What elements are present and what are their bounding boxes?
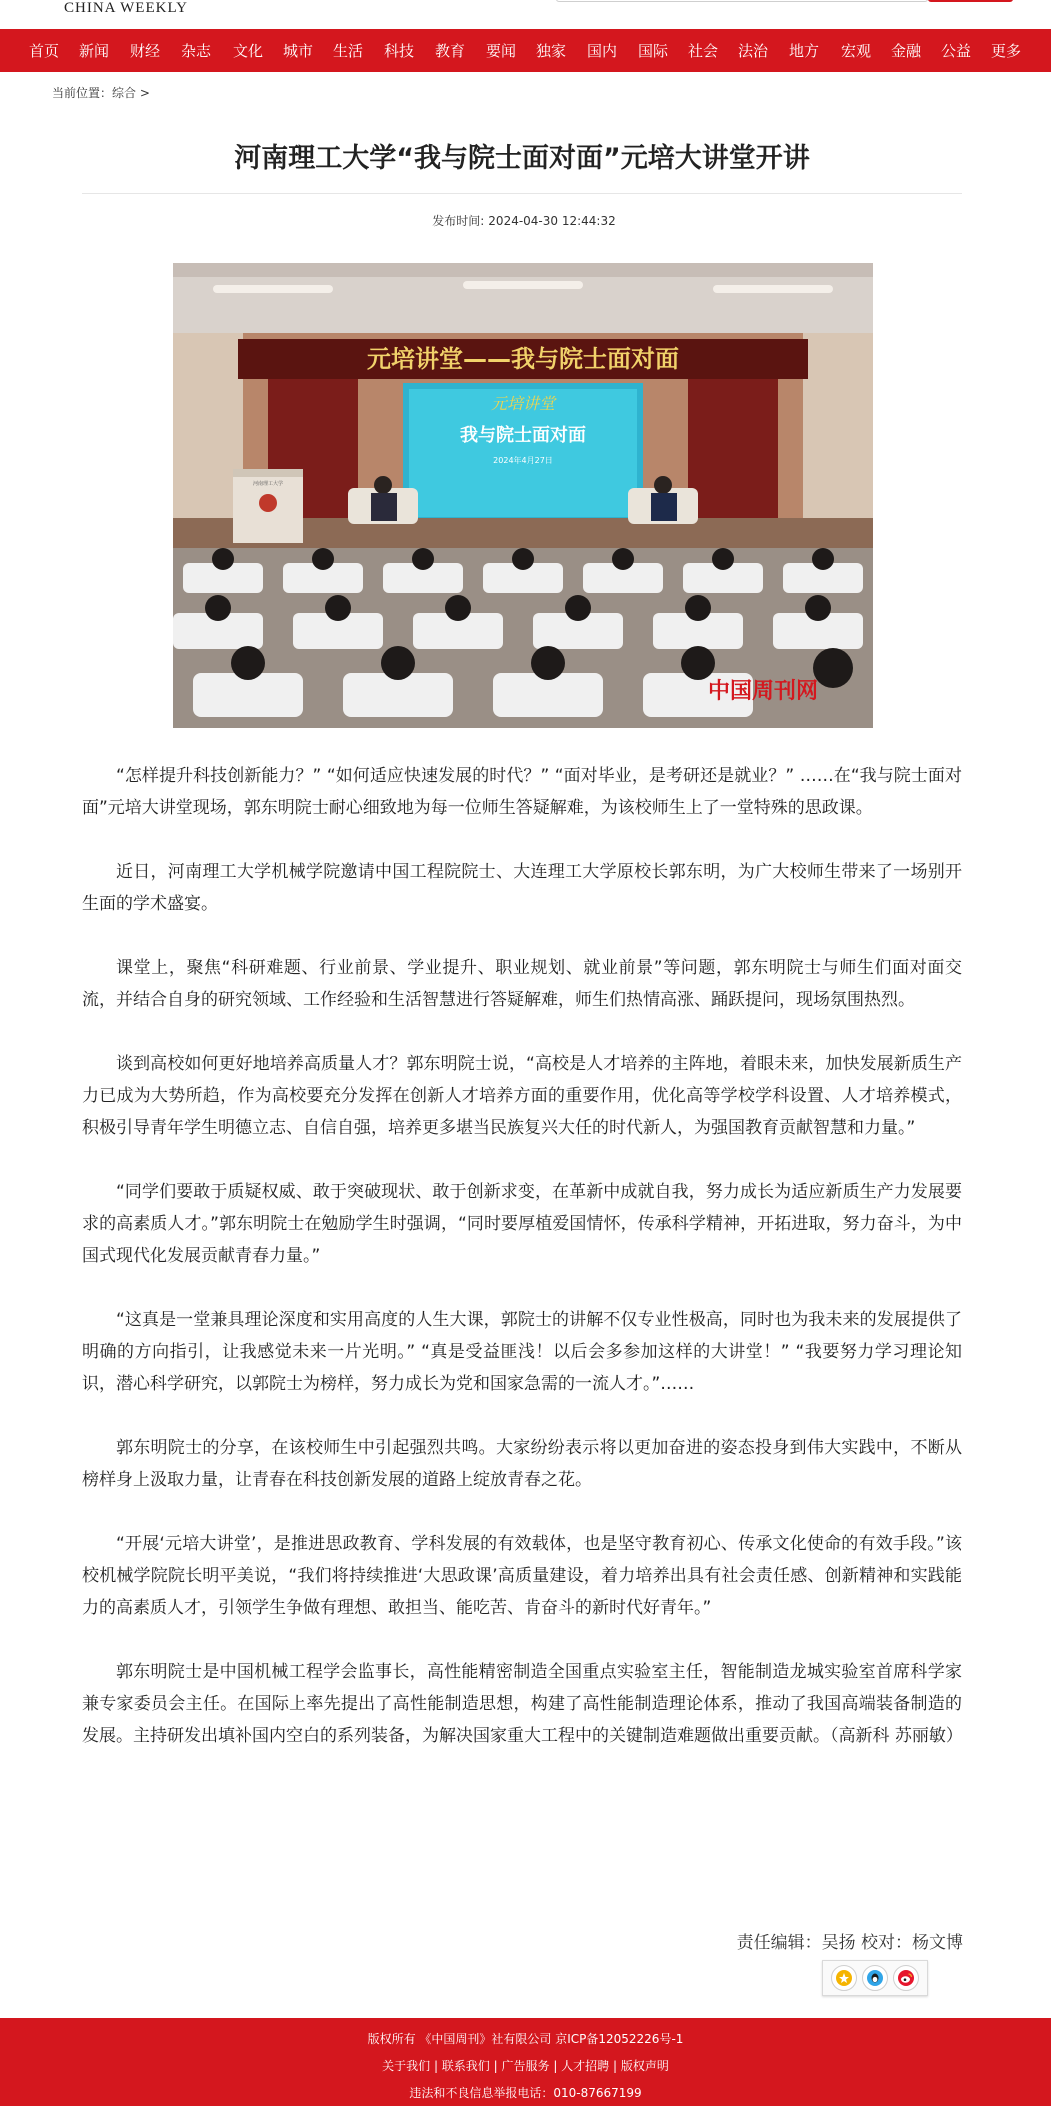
publish-time	[82, 212, 962, 229]
footer-link-about[interactable]: 关于我们	[382, 2059, 431, 2073]
article-paragraph: “同学们要敢于质疑权威、敢于突破现状、敢于创新求变，在革新中成就自我，努力成长为适应新质生产力发展要求的高素质人才。”郭东明院士在勉励学生时强调，“同时要厚植爱国情怀，传承科学精神，开拓进取，努力奋斗，为中国式现代化发展贡献青春力量。”	[82, 1182, 962, 1266]
article-photo	[173, 263, 873, 728]
article-paragraph: “这真是一堂兼具理论深度和实用高度的人生大课，郭院士的讲解不仅专业性极高，同时也为我未来的发展提供了明确的方向指引，让我感觉未来一片光明。” “真是受益匪浅！以后会多参加这样的大讲堂！” “我要努力学习理论知识，潜心科学研究，以郭院士为榜样，努力成长为党和国家急需的一流人才。”……	[82, 1310, 962, 1394]
nav-item-headlines[interactable]: 要闻	[485, 42, 516, 60]
article-title: 河南理工大学“我与院士面对面”元培大讲堂开讲	[234, 143, 810, 174]
nav-item-society[interactable]: 社会	[687, 42, 718, 60]
article-paragraph: 课堂上，聚焦“科研难题、行业前景、学业提升、职业规划、就业前景”等问题，郭东明院士与师生们面对面交流，并结合自身的研究领域、工作经验和生活智慧进行答疑解难，师生们热情高涨、踊跃提问，现场氛围热烈。	[82, 958, 962, 1010]
nav-item-city[interactable]: 城市	[282, 42, 313, 60]
nav-item-charity[interactable]: 公益	[940, 42, 971, 60]
nav-item-exclusive[interactable]: 独家	[535, 42, 566, 60]
search-input[interactable]	[556, 0, 928, 2]
nav-item-education[interactable]: 教育	[434, 42, 465, 60]
title-divider	[82, 193, 962, 194]
footer-copyright: 版权所有 《中国周刊》社有限公司 京ICP备12052226号-1	[367, 2032, 684, 2046]
podium-label: 河南理工大学	[252, 481, 284, 487]
footer-report-hotline: 违法和不良信息举报电话：010-87667199	[409, 2086, 642, 2100]
nav-item-law[interactable]: 法治	[737, 42, 768, 60]
site-logo[interactable]: CHINA WEEKLY	[64, 0, 188, 16]
article-paragraph: 谈到高校如何更好地培养高质量人才？郭东明院士说，“高校是人才培养的主阵地，着眼未来，加快发展新质生产力已成为大势所趋，作为高校要充分发挥在创新人才培养方面的重要作用，优化高等学校学科设置、人才培养模式，积极引导青年学生明德立志、自信自强，培养更多堪当民族复兴大任的时代新人，为强国教育贡献智慧和力量。”	[82, 1054, 962, 1138]
publish-timestamp: 2024-04-30 12:44:32	[488, 214, 616, 228]
nav-item-tech[interactable]: 科技	[383, 42, 414, 60]
publish-label: 发布时间:	[432, 214, 485, 228]
nav-item-international[interactable]: 国际	[637, 42, 668, 60]
editor-credit: 责任编辑：吴扬 校对：杨文博	[736, 1933, 963, 1953]
article-paragraph: 近日，河南理工大学机械学院邀请中国工程院院士、大连理工大学原校长郭东明，为广大校师生带来了一场别开生面的学术盛宴。	[82, 862, 962, 914]
share-bar	[822, 1960, 928, 1996]
qq-icon[interactable]	[862, 1965, 888, 1991]
nav-item-life[interactable]: 生活	[332, 42, 363, 60]
nav-item-domestic[interactable]: 国内	[586, 42, 617, 60]
search-button[interactable]	[928, 0, 1013, 2]
banner-text: 元培讲堂——我与院士面对面	[367, 345, 679, 373]
nav-item-finance[interactable]: 财经	[129, 42, 160, 60]
footer-link-copyright[interactable]: 版权声明	[620, 2059, 669, 2073]
article-body	[82, 760, 962, 1784]
nav-item-magazine[interactable]: 杂志	[180, 42, 211, 60]
screen-title: 元培讲堂	[490, 394, 556, 413]
top-bar	[0, 0, 1051, 22]
weibo-icon[interactable]	[893, 1965, 919, 1991]
nav-item-news[interactable]: 新闻	[78, 42, 109, 60]
nav-item-culture[interactable]: 文化	[232, 42, 263, 60]
article-paragraph: 郭东明院士是中国机械工程学会监事长，高性能精密制造全国重点实验室主任，智能制造龙城实验室首席科学家兼专家委员会主任。在国际上率先提出了高性能制造思想，构建了高性能制造理论体系，推动了我国高端装备制造的发展。主持研发出填补国内空白的系列装备，为解决国家重大工程中的关键制造难题做出重要贡献。（高新科 苏丽敏）	[82, 1662, 963, 1746]
article-paragraph: 郭东明院士的分享，在该校师生中引起强烈共鸣。大家纷纷表示将以更加奋进的姿态投身到伟大实践中，不断从榜样身上汲取力量，让青春在科技创新发展的道路上绽放青春之花。	[82, 1438, 962, 1490]
nav-item-more[interactable]: 更多	[990, 42, 1021, 60]
footer-link-jobs[interactable]: 人才招聘	[561, 2059, 610, 2073]
article-paragraph: “开展‘元培大讲堂’，是推进思政教育、学科发展的有效载体，也是坚守教育初心、传承文化使命的有效手段。”该校机械学院院长明平美说，“我们将持续推进‘大思政课’高质量建设，着力培养出具有社会责任感、创新精神和实践能力的高素质人才，引领学生争做有理想、敢担当、能吃苦、肯奋斗的新时代好青年。”	[82, 1534, 962, 1618]
site-footer	[0, 2018, 1051, 2106]
screen-subtitle: 我与院士面对面	[460, 425, 586, 446]
nav-item-macro[interactable]: 宏观	[840, 42, 871, 60]
nav-item-local[interactable]: 地方	[788, 42, 819, 60]
photo-watermark: 中国周刊网	[707, 678, 819, 704]
main-nav	[0, 29, 1051, 72]
nav-item-banking[interactable]: 金融	[890, 42, 921, 60]
breadcrumb[interactable]: 当前位置：综合 >	[52, 86, 150, 100]
lecture-hall-image	[173, 263, 873, 728]
nav-item-home[interactable]: 首页	[28, 42, 59, 60]
qzone-icon[interactable]	[831, 1965, 857, 1991]
screen-date: 2024年4月27日	[493, 456, 553, 465]
footer-links: 关于我们 | 联系我们 | 广告服务 | 人才招聘 | 版权声明	[382, 2059, 669, 2073]
footer-link-ads[interactable]: 广告服务	[501, 2059, 550, 2073]
article-paragraph: “怎样提升科技创新能力？” “如何适应快速发展的时代？” “面对毕业，是考研还是就业？” ……在“我与院士面对面”元培大讲堂现场，郭东明院士耐心细致地为每一位师生答疑解难，为该校师生上了一堂特殊的思政课。	[82, 766, 962, 818]
footer-link-contact[interactable]: 联系我们	[441, 2059, 490, 2073]
